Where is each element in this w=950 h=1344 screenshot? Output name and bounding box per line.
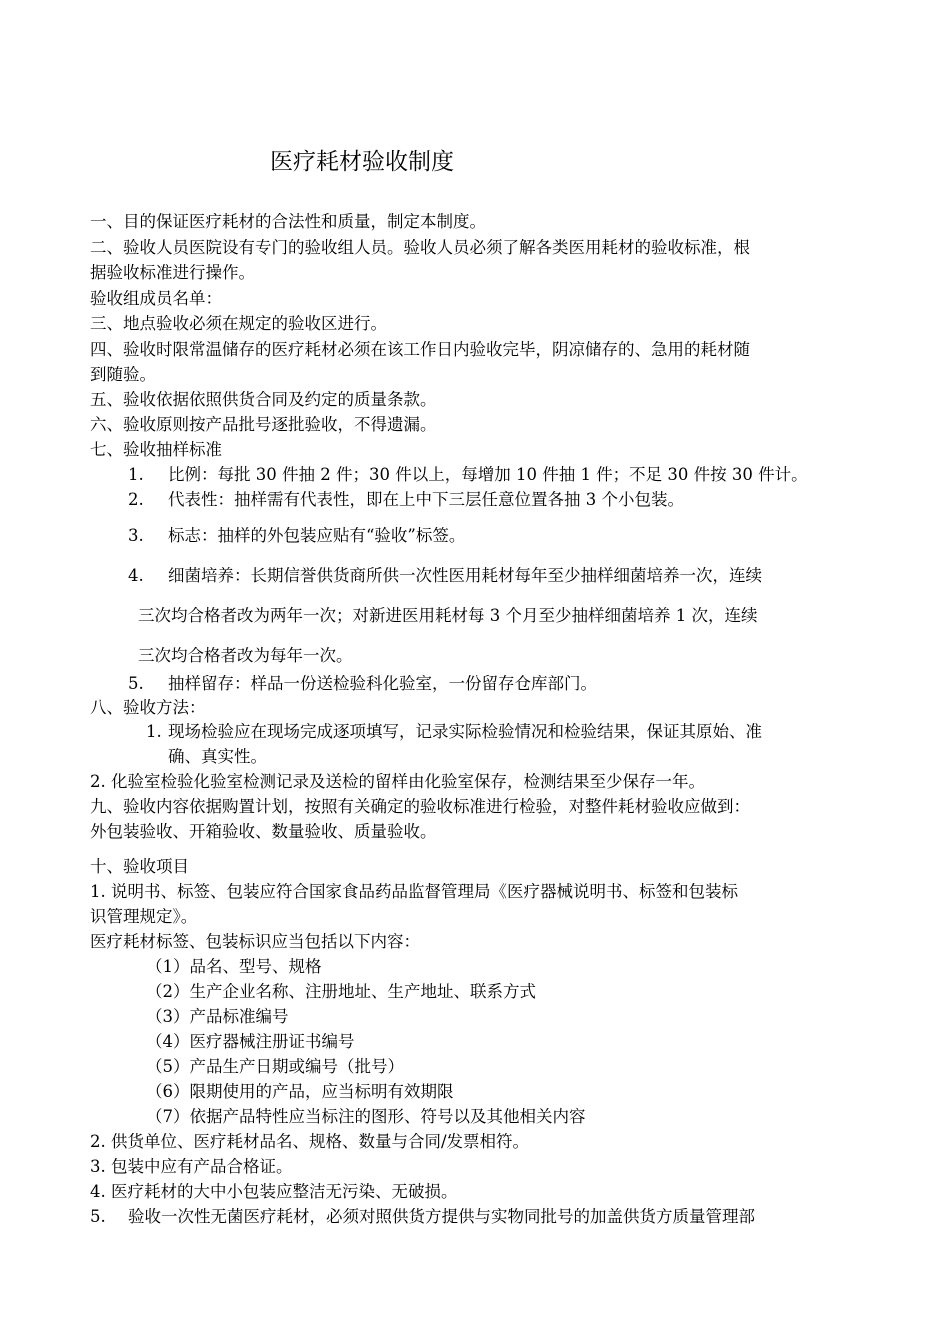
section-2-line-2: 据验收标准进行操作。 [90, 263, 255, 282]
section-7-heading: 七、验收抽样标准 [90, 440, 222, 459]
label-item-4: （4）医疗器械注册证书编号 [146, 1032, 355, 1051]
sampling-item-1-text: 比例：每批 30 件抽 2 件；30 件以上，每增加 10 件抽 1 件；不足 30 件按 30 件计。 [168, 465, 808, 484]
sampling-item-1-number: 1. [128, 465, 144, 484]
inspection-item-5-number: 5. [90, 1207, 106, 1226]
section-9-line-2: 外包装验收、开箱验收、数量验收、质量验收。 [90, 822, 437, 841]
section-5-basis: 五、验收依据依照供货合同及约定的质量条款。 [90, 390, 437, 409]
inspection-item-2: 2. 供货单位、医疗耗材品名、规格、数量与合同/发票相符。 [90, 1132, 530, 1151]
section-1-purpose: 一、目的保证医疗耗材的合法性和质量，制定本制度。 [90, 212, 486, 231]
sampling-item-4-line-3: 三次均合格者改为每年一次。 [138, 646, 353, 665]
method-item-1-line-2: 确、真实性。 [168, 747, 267, 766]
label-item-7: （7）依据产品特性应当标注的图形、符号以及其他相关内容 [146, 1107, 586, 1126]
method-item-2: 2. 化验室检验化验室检测记录及送检的留样由化验室保存，检测结果至少保存一年。 [90, 772, 705, 791]
inspection-item-4: 4. 医疗耗材的大中小包装应整洁无污染、无破损。 [90, 1182, 458, 1201]
label-item-5: （5）产品生产日期或编号（批号） [146, 1057, 404, 1076]
sampling-item-4-line-2: 三次均合格者改为两年一次；对新进医用耗材每 3 个月至少抽样细菌培养 1 次，连续 [138, 606, 758, 625]
sampling-item-3-number: 3. [128, 526, 144, 545]
label-item-3: （3）产品标准编号 [146, 1007, 289, 1026]
section-10-heading: 十、验收项目 [90, 857, 189, 876]
sampling-item-3-text: 标志：抽样的外包装应贴有“验收”标签。 [168, 526, 466, 545]
sampling-item-4-text: 细菌培养：长期信誉供货商所供一次性医用耗材每年至少抽样细菌培养一次，连续 [168, 566, 762, 585]
sampling-item-5-text: 抽样留存：样品一份送检验科化验室，一份留存仓库部门。 [168, 674, 597, 693]
label-item-6: （6）限期使用的产品，应当标明有效期限 [146, 1082, 454, 1101]
sampling-item-2-text: 代表性：抽样需有代表性，即在上中下三层任意位置各抽 3 个小包装。 [168, 490, 684, 509]
section-4-line-1: 四、验收时限常温储存的医疗耗材必须在该工作日内验收完毕，阴凉储存的、急用的耗材随 [90, 340, 750, 359]
sampling-item-5-number: 5. [128, 674, 144, 693]
label-contents-intro: 医疗耗材标签、包装标识应当包括以下内容： [90, 932, 420, 951]
method-item-1-line-1: 现场检验应在现场完成逐项填写，记录实际检验情况和检验结果，保证其原始、准 [168, 722, 762, 741]
label-item-2: （2）生产企业名称、注册地址、生产地址、联系方式 [146, 982, 536, 1001]
method-item-1-number: 1. [146, 722, 162, 741]
section-2-line-1: 二、验收人员医院设有专门的验收组人员。验收人员必须了解各类医用耗材的验收标准，根 [90, 238, 750, 257]
inspection-item-3: 3. 包装中应有产品合格证。 [90, 1157, 293, 1176]
section-6-principle: 六、验收原则按产品批号逐批验收，不得遗漏。 [90, 415, 437, 434]
inspection-item-5-text: 验收一次性无菌医疗耗材，必须对照供货方提供与实物同批号的加盖供货方质量管理部 [128, 1207, 755, 1226]
sampling-item-4-number: 4. [128, 566, 144, 585]
inspection-item-1-line-2: 识管理规定》。 [90, 907, 198, 926]
inspection-item-1-line-1: 1. 说明书、标签、包装应符合国家食品药品监督管理局《医疗器械说明书、标签和包装标 [90, 882, 738, 901]
section-8-heading: 八、验收方法： [90, 698, 206, 717]
sampling-item-2-number: 2. [128, 490, 144, 509]
member-list-label: 验收组成员名单： [90, 289, 222, 308]
document-title: 医疗耗材验收制度 [270, 149, 454, 175]
label-item-1: （1）品名、型号、规格 [146, 957, 322, 976]
section-9-line-1: 九、验收内容依据购置计划，按照有关确定的验收标准进行检验，对整件耗材验收应做到： [90, 797, 750, 816]
section-4-line-2: 到随验。 [90, 365, 156, 384]
section-3-location: 三、地点验收必须在规定的验收区进行。 [90, 314, 387, 333]
